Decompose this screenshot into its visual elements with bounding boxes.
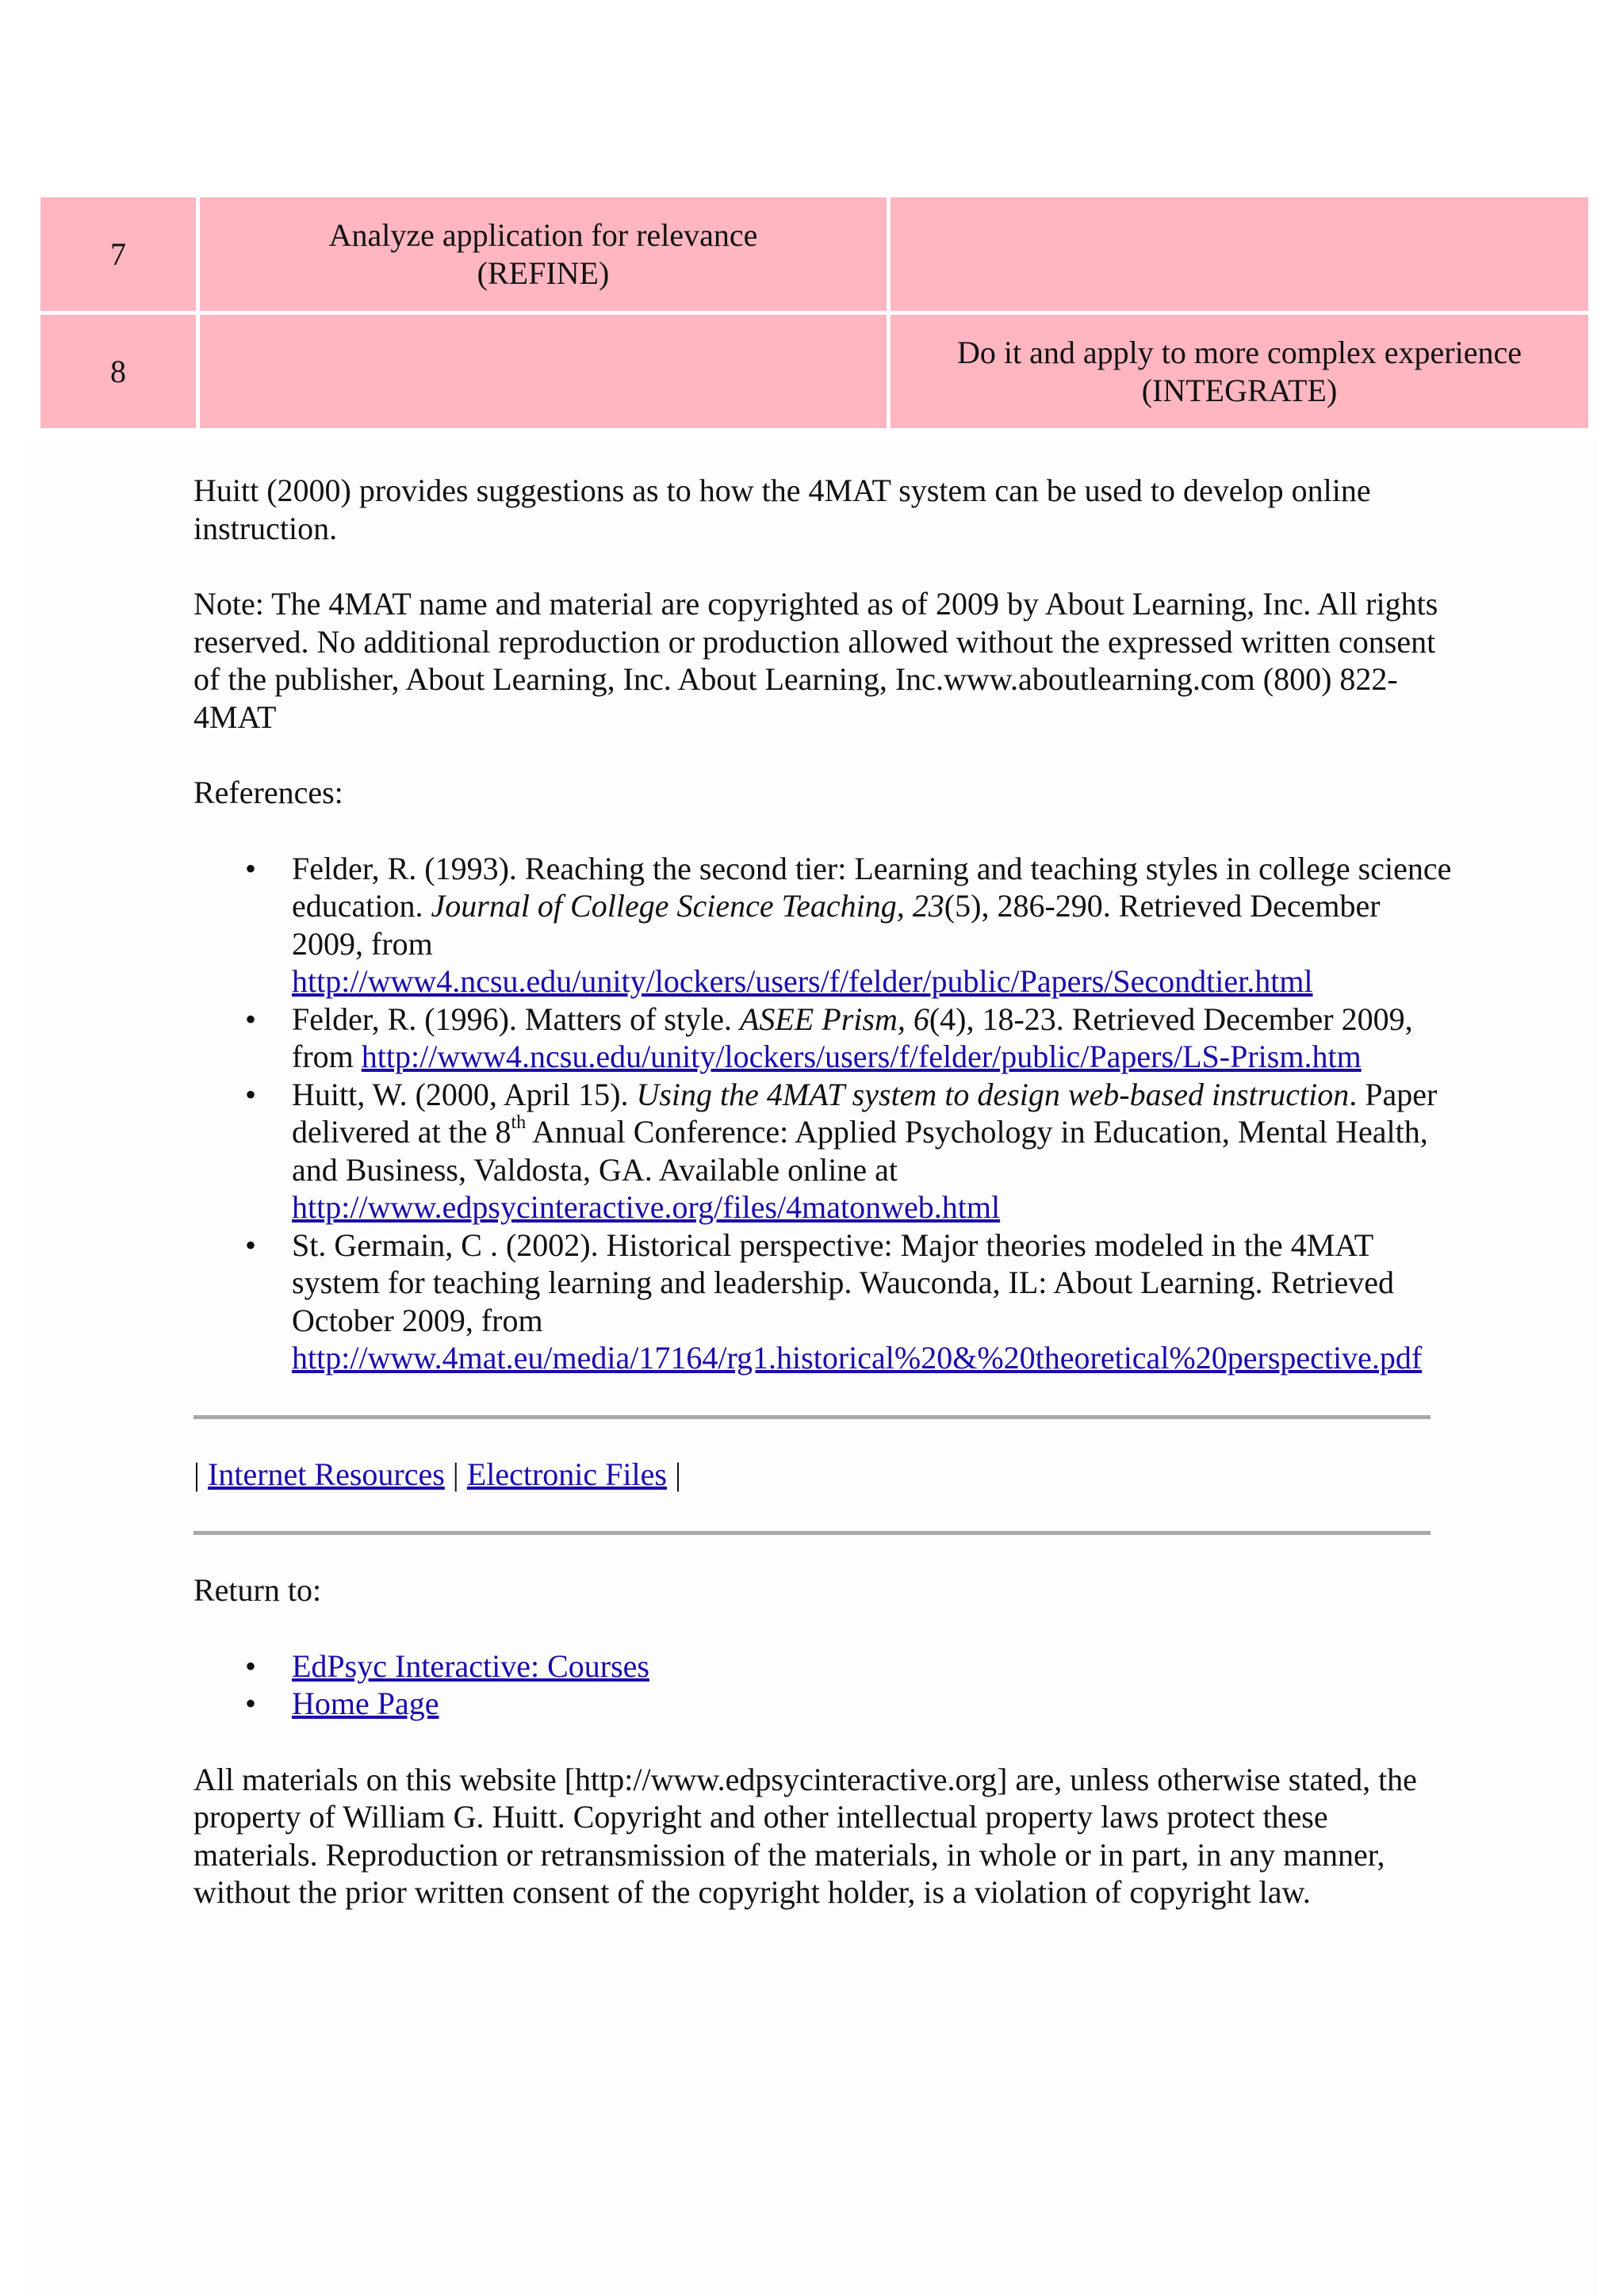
bullet-icon: • xyxy=(245,1076,257,1112)
separator xyxy=(193,1531,1431,1535)
table-cell xyxy=(891,197,1588,311)
reference-link[interactable]: http://www.edpsycinteractive.org/files/4matonweb.html xyxy=(292,1189,1001,1225)
ref-journal: ASEE Prism, 6 xyxy=(739,1001,929,1037)
copyright-note: Note: The 4MAT name and material are copyrighted as of 2009 by About Learning, Inc. All rights reserved. No additional reproduction or production allowed without the expressed written consent of the publisher, About Learning, Inc. About Learning, Inc.www.aboutlearning.com (800) 822-4MAT xyxy=(193,586,1438,735)
bullet-icon: • xyxy=(245,1647,257,1684)
cell-line: Analyze application for relevance xyxy=(328,216,758,253)
ref-text: (4), 18-23. Retrieved December 2009, from xyxy=(292,1001,1413,1074)
ref-text: (5), 286-290. Retrieved December 2009, from xyxy=(292,888,1381,962)
nav-separator: | xyxy=(674,1456,681,1492)
row-number: 7 xyxy=(40,197,196,311)
ref-text: Huitt, W. (2000, April 15). xyxy=(292,1076,637,1112)
references-list xyxy=(193,850,1454,1377)
table-cell xyxy=(200,315,887,428)
courses-link[interactable]: EdPsyc Interactive: Courses xyxy=(292,1647,649,1684)
nav-separator: | xyxy=(193,1456,201,1492)
bullet-icon: • xyxy=(245,1001,257,1037)
nav-separator: | xyxy=(452,1456,459,1492)
ref-journal: Journal of College Science Teaching, 23 xyxy=(431,888,944,924)
list-item xyxy=(245,850,1454,1001)
phase-table xyxy=(36,193,1592,432)
reference-link[interactable]: http://www4.ncsu.edu/unity/lockers/users/f/felder/public/Papers/Secondtier.html xyxy=(292,963,1313,999)
ref-text: . Paper delivered at the 8 xyxy=(292,1076,1438,1150)
bullet-icon: • xyxy=(245,1226,257,1263)
cell-line: (REFINE) xyxy=(477,254,610,291)
list-item xyxy=(245,1685,1454,1723)
table-row xyxy=(40,197,1588,311)
home-page-link[interactable]: Home Page xyxy=(292,1686,439,1721)
list-item xyxy=(245,1076,1454,1226)
internet-resources-link[interactable]: Internet Resources xyxy=(208,1456,445,1492)
row-number: 8 xyxy=(40,315,196,428)
bullet-icon: • xyxy=(245,850,257,886)
reference-link[interactable]: http://www4.ncsu.edu/unity/lockers/users/f/felder/public/Papers/LS-Prism.htm xyxy=(361,1039,1362,1074)
resource-nav xyxy=(193,1456,1454,1494)
main-content xyxy=(193,472,1454,1950)
list-item xyxy=(245,1001,1454,1076)
list-item xyxy=(245,1647,1454,1686)
cell-line: (INTEGRATE) xyxy=(1141,372,1338,408)
cell-line: Do it and apply to more complex experience xyxy=(957,334,1522,370)
reference-link[interactable]: http://www.4mat.eu/media/17164/rg1.historical%20&%20theoretical%20perspective.pdf xyxy=(292,1340,1423,1376)
table-cell xyxy=(200,197,887,311)
separator xyxy=(193,1415,1431,1419)
list-item xyxy=(245,1226,1454,1377)
table-row xyxy=(40,315,1588,428)
bullet-icon: • xyxy=(245,1686,257,1721)
ordinal-suffix: th xyxy=(511,1112,527,1133)
references-heading: References: xyxy=(193,775,343,810)
return-heading: Return to: xyxy=(193,1572,322,1608)
ref-title: Using the 4MAT system to design web-based instruction xyxy=(636,1076,1350,1112)
ref-text: St. Germain, C . (2002). Historical perspective: Major theories modeled in the 4MAT system for teaching learning and leadership. Wauconda, IL: About Learning. Retrieved October 2009, from xyxy=(292,1226,1395,1338)
return-list xyxy=(193,1647,1454,1723)
footer-copyright: All materials on this website [http://www.edpsycinteractive.org] are, unless otherwise stated, the property of William G. Huitt. Copyright and other intellectual property laws protect these materials. Reproduction or retransmission of the materials, in whole or in part, in any manner, without the prior written consent of the copyright holder, is a violation of copyright law. xyxy=(193,1761,1417,1910)
intro-paragraph: Huitt (2000) provides suggestions as to how the 4MAT system can be used to develop online instruction. xyxy=(193,473,1371,546)
ref-text: Annual Conference: Applied Psychology in Education, Mental Health, and Business, Valdosta, GA. Available online at xyxy=(292,1114,1428,1188)
table-cell xyxy=(891,315,1588,428)
electronic-files-link[interactable]: Electronic Files xyxy=(466,1456,667,1492)
ref-text: Felder, R. (1993). Reaching the second tier: Learning and teaching styles in college science education. xyxy=(292,850,1452,924)
ref-text: Felder, R. (1996). Matters of style. xyxy=(292,1001,740,1037)
